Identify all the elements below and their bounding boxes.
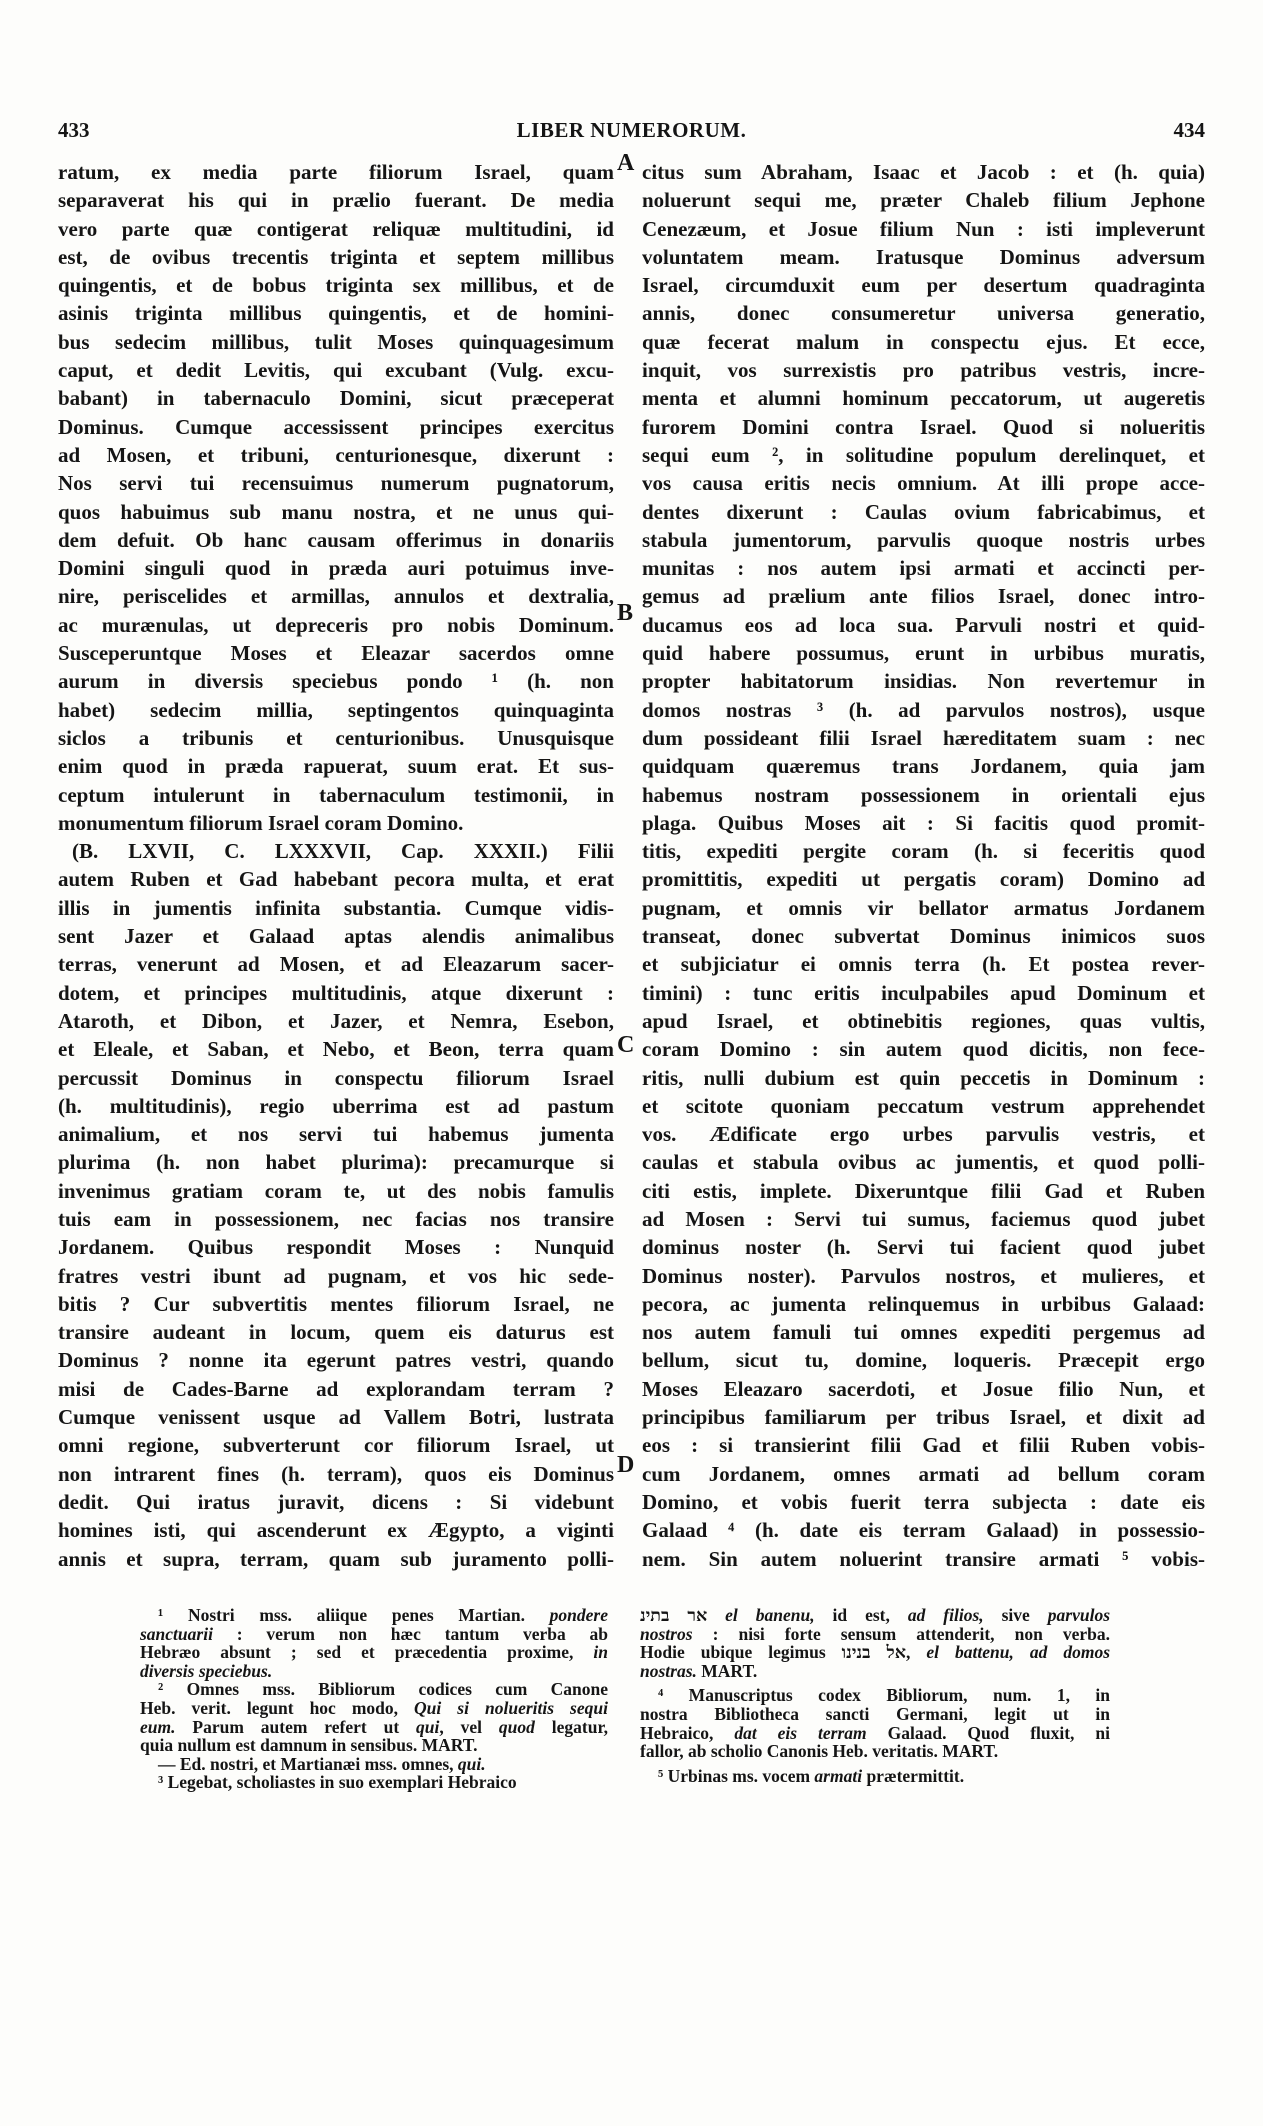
text-line: invenimus gratiam coram te, ut des nobis famulis bbox=[58, 1178, 614, 1203]
footnote-italic-text: eum. bbox=[140, 1716, 176, 1737]
text-line: Israel, circumduxit eum per desertum quadraginta bbox=[642, 273, 1205, 298]
footnote-text: אר בתינ bbox=[640, 1605, 726, 1625]
footnote-text: Hebraico, bbox=[640, 1722, 735, 1743]
text-line: dedit. Qui iratus juravit, dicens : Si videbunt bbox=[58, 1489, 614, 1514]
text-line: bus sedecim millibus, tulit Moses quinquagesimum bbox=[58, 329, 614, 354]
text-line: dotem, et principes multitudinis, atque dixerunt : bbox=[58, 980, 614, 1005]
footnote-line bbox=[640, 1662, 1110, 1681]
footnote-italic-text: diversis speciebus. bbox=[140, 1660, 273, 1681]
footnote-line bbox=[140, 1643, 608, 1662]
text-line: annis et supra, terram, quam sub juramento polli- bbox=[58, 1546, 614, 1571]
text-line: citi estis, implete. Dixeruntque filii Gad et Ruben bbox=[642, 1178, 1205, 1203]
text-line: autem Ruben et Gad habebant pecora multa, et erat bbox=[58, 867, 614, 892]
text-line: transire audeant in locum, quem eis daturus est bbox=[58, 1320, 614, 1345]
footnote-line bbox=[140, 1736, 608, 1755]
text-line: Cenezæum, et Josue filium Nun : isti impleverunt bbox=[642, 216, 1205, 241]
text-line: quos habuimus sub manu nostra, et ne unus qui- bbox=[58, 499, 614, 524]
footnote-line bbox=[140, 1625, 608, 1644]
text-line: ritis, nulli dubium est quin peccetis in Dominum : bbox=[642, 1065, 1205, 1090]
footnote-italic-text: nostros bbox=[640, 1623, 693, 1644]
text-line: fratres vestri ibunt ad pugnam, et vos hic sede- bbox=[58, 1263, 614, 1288]
right-column-text bbox=[642, 158, 1205, 1573]
text-line: furorem Domini contra Israel. Quod si nolueritis bbox=[642, 414, 1205, 439]
footnote-text: Heb. verit. legunt hoc modo, bbox=[140, 1697, 415, 1718]
footnote-italic-text: Qui si nolueritis sequi bbox=[414, 1697, 608, 1718]
page-number-right: 434 bbox=[1173, 118, 1205, 142]
text-line: ad Mosen : Servi tui sumus, faciemus quod jubet bbox=[642, 1206, 1205, 1231]
text-line: citus sum Abraham, Isaac et Jacob : et (h. quia) bbox=[642, 160, 1205, 184]
margin-mark-b: B bbox=[617, 600, 634, 626]
text-line: pugnam, et omnis vir bellator armatus Jordanem bbox=[642, 895, 1205, 920]
footnote-line bbox=[640, 1742, 1110, 1761]
text-line: voluntatem meam. Iratusque Dominus adversum bbox=[642, 244, 1205, 269]
footnote-line bbox=[640, 1643, 1110, 1662]
text-line: et Eleale, et Saban, et Nebo, et Beon, terra quam bbox=[58, 1037, 614, 1062]
text-line: dentes dixerunt : Caulas ovium fabricabimus, et bbox=[642, 499, 1205, 524]
text-line: non intrarent fines (h. terram), quos eis Dominus bbox=[58, 1461, 614, 1486]
footnote-italic-text: in bbox=[593, 1642, 608, 1663]
text-line: monumentum filiorum Israel coram Domino. bbox=[58, 810, 464, 835]
footnote-italic-text: sanctuarii bbox=[140, 1623, 213, 1644]
footnote-italic-text: armati bbox=[814, 1765, 863, 1786]
text-line: plaga. Quibus Moses ait : Si facitis quod promit- bbox=[642, 810, 1205, 835]
text-line: annis, donec consumeretur universa generatio, bbox=[642, 301, 1205, 326]
text-line: noluerunt sequi me, præter Chaleb filium Jephone bbox=[642, 188, 1205, 213]
footnote-text: ¹ Nostri mss. aliique penes Martian. bbox=[158, 1605, 550, 1625]
footnote-italic-text: qui bbox=[416, 1716, 440, 1737]
footnote-line bbox=[140, 1662, 608, 1681]
text-line: menta et alumni hominum peccatorum, ut augeretis bbox=[642, 386, 1205, 411]
text-line: ratum, ex media parte filiorum Israel, quam bbox=[58, 160, 614, 184]
footnote-text: , vel bbox=[439, 1716, 499, 1737]
text-line: tuis eam in possessionem, nec facias nos transire bbox=[58, 1206, 614, 1231]
text-line: ceptum intulerunt in tabernaculum testimonii, in bbox=[58, 782, 614, 807]
text-line: transeat, donec subvertat Dominus inimicos suos bbox=[642, 924, 1205, 949]
text-line: timini) : tunc eritis inculpabiles apud Dominum et bbox=[642, 980, 1205, 1005]
text-line: (B. LXVII, C. LXXXVII, Cap. XXXII.) Filii bbox=[72, 839, 614, 864]
text-line: quingentis, et de bobus triginta sex millibus, et de bbox=[58, 273, 614, 298]
text-line: principibus familiarum per tribus Israel, et dixit ad bbox=[642, 1405, 1205, 1430]
text-line: misi de Cades-Barne ad explorandam terram ? bbox=[58, 1376, 614, 1401]
text-line: vos causa eritis necis omnium. At illi prope acce- bbox=[642, 471, 1205, 496]
text-line: Cumque venissent usque ad Vallem Botri, lustrata bbox=[58, 1405, 614, 1430]
text-line: bellum, sicut tu, domine, loqueris. Præcepit ergo bbox=[642, 1348, 1205, 1373]
text-line: omni regione, subverterunt cor filiorum Israel, ut bbox=[58, 1433, 614, 1458]
footnote-text: sive bbox=[983, 1605, 1048, 1625]
footnote-text: ² Omnes mss. Bibliorum codices cum Canone bbox=[158, 1679, 608, 1700]
text-line: Domini singuli quod in præda auri potuimus inve- bbox=[58, 556, 614, 581]
text-line: terras, venerunt ad Mosen, et ad Eleazarum sacer- bbox=[58, 952, 614, 977]
footnote-line bbox=[640, 1705, 1110, 1724]
footnote-italic-text: qui. bbox=[457, 1753, 486, 1774]
text-line: (h. multitudinis), regio uberrima est ad pastum bbox=[58, 1093, 614, 1118]
footnote-text: Parum autem refert ut bbox=[175, 1716, 417, 1737]
text-line: siclos a tribunis et centurionibus. Unusquisque bbox=[58, 725, 614, 750]
footnote-line bbox=[640, 1724, 1110, 1743]
text-line: quidquam quæremus trans Jordanem, quia jam bbox=[642, 754, 1205, 779]
text-line: eos : si transierint filii Gad et filii Ruben vobis- bbox=[642, 1433, 1205, 1458]
footnote-text: Galaad. Quod fluxit, ni bbox=[866, 1722, 1110, 1743]
footnote-line bbox=[140, 1718, 608, 1737]
text-line: vos. Ædificate ergo urbes parvulis vestris, et bbox=[642, 1122, 1205, 1147]
text-line: inquit, vos surrexistis pro patribus vestris, incre- bbox=[642, 358, 1205, 383]
text-line: plurima (h. non habet plurima): precamurque si bbox=[58, 1150, 614, 1175]
text-line: quæ fecerat malum in conspectu ejus. Et ecce, bbox=[642, 329, 1205, 354]
footnote-line bbox=[640, 1686, 1110, 1705]
text-line: sent Jazer et Galaad aptas alendis animalibus bbox=[58, 924, 614, 949]
footnote-text: fallor, ab scholio Canonis Heb. veritatis. MART. bbox=[640, 1741, 999, 1762]
text-line: dem defuit. Ob hanc causam offerimus in donariis bbox=[58, 527, 614, 552]
footnote-line bbox=[140, 1773, 608, 1792]
text-line: caulas et stabula ovibus ac jumentis, et quod polli- bbox=[642, 1150, 1205, 1175]
footnote-italic-text: quod bbox=[498, 1716, 535, 1737]
footnote-line bbox=[140, 1755, 608, 1774]
footnote-text: legatur, bbox=[534, 1716, 608, 1737]
text-line: Dominus ? nonne ita egerunt patres vestri, quando bbox=[58, 1348, 614, 1373]
text-line: ad Mosen, et tribuni, centurionesque, dixerunt : bbox=[58, 442, 614, 467]
text-line: ducamus eos ad loca sua. Parvuli nostri et quid- bbox=[642, 612, 1205, 637]
text-line: caput, et dedit Levitis, qui excubant (Vulg. excu- bbox=[58, 358, 614, 383]
footnote-text: Hebræo absunt ; sed et præcedentia proxime, bbox=[140, 1642, 594, 1663]
text-line: gemus ad prælium ante filios Israel, donec intro- bbox=[642, 584, 1205, 609]
running-title: LIBER NUMERORUM. bbox=[516, 118, 747, 142]
footnote-line bbox=[140, 1699, 608, 1718]
footnote-text: MART. bbox=[696, 1660, 758, 1681]
footnote-text: : nisi forte sensum attenderit, non verba. bbox=[692, 1623, 1110, 1644]
text-line: dominus noster (h. Servi tui facient quod jubet bbox=[642, 1235, 1205, 1260]
footnote-text: prætermittit. bbox=[862, 1765, 965, 1786]
margin-mark-c: C bbox=[617, 1032, 635, 1058]
footnote-line bbox=[140, 1680, 608, 1699]
footnote-italic-text: parvulos bbox=[1047, 1605, 1110, 1625]
footnote-italic-text: pondere bbox=[549, 1605, 608, 1625]
text-line: animalium, et nos servi tui habemus jumenta bbox=[58, 1122, 614, 1147]
footnote-italic-text: el battenu, ad domos bbox=[926, 1642, 1110, 1663]
text-line: nos autem famuli tui omnes expediti pergemus ad bbox=[642, 1320, 1205, 1345]
text-line: asinis triginta millibus quingentis, et de homini- bbox=[58, 301, 614, 326]
footnote-line bbox=[640, 1625, 1110, 1644]
text-line: Susceperuntque Moses et Eleazar sacerdos omne bbox=[58, 641, 614, 666]
footnotes-left bbox=[140, 1606, 608, 1792]
text-line: pecora, ac jumenta relinquemus in urbibus Galaad: bbox=[642, 1291, 1205, 1316]
text-line: Dominus. Cumque accessissent principes exercitus bbox=[58, 414, 614, 439]
footnote-italic-text: ad filios, bbox=[907, 1605, 984, 1625]
text-line: promittitis, expediti ut pergatis coram) Domino ad bbox=[642, 867, 1205, 892]
text-line: dum possideant filii Israel hæreditatem suam : nec bbox=[642, 725, 1205, 750]
left-column-text bbox=[58, 158, 614, 1573]
text-line: Dominus noster). Parvulos nostros, et mulieres, et bbox=[642, 1263, 1205, 1288]
text-line: sequi eum ², in solitudine populum derelinquet, et bbox=[642, 442, 1205, 467]
text-line: coram Domino : sin autem quod dicitis, non fece- bbox=[642, 1037, 1205, 1062]
text-line: nem. Sin autem noluerint transire armati ⁵ vobis- bbox=[642, 1546, 1205, 1571]
footnote-text: Hodie ubique legimus אל בנינו, bbox=[640, 1642, 927, 1663]
footnote-line bbox=[640, 1606, 1110, 1625]
text-line: domos nostras ³ (h. ad parvulos nostros), usque bbox=[642, 697, 1205, 722]
text-line: vero parte quæ contigerat reliquæ multitudini, id bbox=[58, 216, 614, 241]
text-line: propter habitatorum insidias. Non revertemur in bbox=[642, 669, 1205, 694]
footnote-line bbox=[140, 1606, 608, 1625]
text-line: apud Israel, et obtinebitis regiones, quas vultis, bbox=[642, 1008, 1205, 1033]
text-line: cum Jordanem, omnes armati ad bellum coram bbox=[642, 1461, 1205, 1486]
page-number-left: 433 bbox=[58, 118, 90, 142]
text-line: aurum in diversis speciebus pondo ¹ (h. non bbox=[58, 669, 614, 694]
text-line: Galaad ⁴ (h. date eis terram Galaad) in possessio- bbox=[642, 1518, 1205, 1543]
footnote-text: — Ed. nostri, et Martianæi mss. omnes, bbox=[158, 1753, 458, 1774]
text-line: est, de ovibus trecentis triginta et septem millibus bbox=[58, 244, 614, 269]
margin-mark-d: D bbox=[617, 1452, 635, 1478]
footnote-text: ⁴ Manuscriptus codex Bibliorum, num. 1, in bbox=[658, 1685, 1110, 1706]
text-line: homines isti, qui ascenderunt ex Ægypto, a viginti bbox=[58, 1518, 614, 1543]
text-line: Nos servi tui recensuimus numerum pugnatorum, bbox=[58, 471, 614, 496]
footnote-italic-text: nostras. bbox=[640, 1660, 697, 1681]
footnote-line bbox=[640, 1767, 1110, 1786]
footnote-text: : verum non hæc tantum verba ab bbox=[212, 1623, 608, 1644]
text-line: Ataroth, et Dibon, et Jazer, et Nemra, Esebon, bbox=[58, 1008, 614, 1033]
text-line: habemus nostram possessionem in orientali ejus bbox=[642, 782, 1205, 807]
text-line: percussit Dominus in conspectu filiorum Israel bbox=[58, 1065, 614, 1090]
text-line: Domino, et vobis fuerit terra subjecta : date eis bbox=[642, 1489, 1205, 1514]
footnote-text: quia nullum est damnum in sensibus. MART. bbox=[140, 1735, 478, 1756]
text-line: Jordanem. Quibus respondit Moses : Nunquid bbox=[58, 1235, 614, 1260]
margin-mark-a: A bbox=[617, 150, 635, 176]
text-line: bitis ? Cur subvertitis mentes filiorum Israel, ne bbox=[58, 1291, 614, 1316]
text-line: enim quod in præda rapuerat, suum erat. Et sus- bbox=[58, 754, 614, 779]
text-line: babant) in tabernaculo Domini, sicut præceperat bbox=[58, 386, 614, 411]
footnote-text: ⁵ Urbinas ms. vocem bbox=[658, 1765, 815, 1786]
footnote-text: nostra Bibliotheca sancti Germani, legit ut in bbox=[640, 1703, 1110, 1724]
text-line: Moses Eleazaro sacerdoti, et Josue filio Nun, et bbox=[642, 1376, 1205, 1401]
text-line: titis, expediti pergite coram (h. si feceritis quod bbox=[642, 839, 1205, 864]
text-line: quid habere possumus, erunt in urbibus muratis, bbox=[642, 641, 1205, 666]
footnote-italic-text: el banenu, bbox=[725, 1605, 815, 1625]
text-line: ac murænulas, ut depreceris pro nobis Dominum. bbox=[58, 612, 614, 637]
text-line: nire, periscelides et armillas, annulos et dextralia, bbox=[58, 584, 614, 609]
text-line: munitas : nos autem ipsi armati et accincti per- bbox=[642, 556, 1205, 581]
text-line: et scitote quoniam peccatum vestrum apprehendet bbox=[642, 1093, 1205, 1118]
text-line: separaverat his qui in prælio fuerant. De media bbox=[58, 188, 614, 213]
footnote-text: ³ Legebat, scholiastes in suo exemplari Hebraico bbox=[158, 1772, 517, 1793]
text-line: habet) sedecim millia, septingentos quinquaginta bbox=[58, 697, 614, 722]
text-line: stabula jumentorum, parvulis quoque nostris urbes bbox=[642, 527, 1205, 552]
text-line: et subjiciatur ei omnis terra (h. Et postea rever- bbox=[642, 952, 1205, 977]
text-line: illis in jumentis infinita substantia. Cumque vidis- bbox=[58, 895, 614, 920]
footnote-text: id est, bbox=[814, 1605, 908, 1625]
footnote-italic-text: dat eis terram bbox=[734, 1722, 867, 1743]
footnotes-right bbox=[640, 1606, 1110, 1785]
